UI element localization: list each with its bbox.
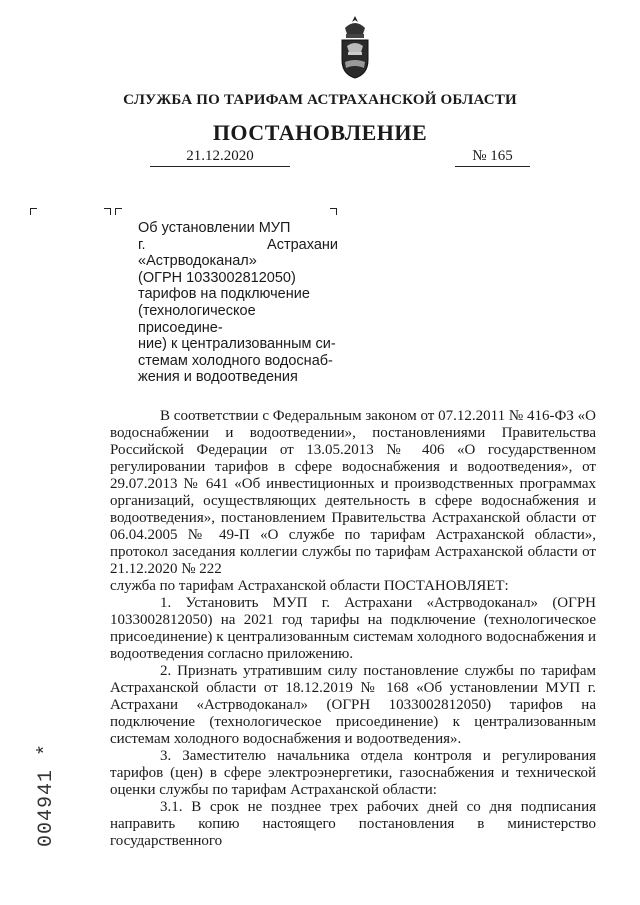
document-type: ПОСТАНОВЛЕНИЕ: [212, 120, 428, 145]
corner-mark: [104, 208, 111, 215]
item-2-paragraph: 2. Признать утратившим силу постановление службы по тарифам Астраханской области от 18.12.2019 № 168 «Об установлении МУП г. Астрахани «Астрводоканал» (ОГРН 1033002812050) тарифов на подключение (технологическое присоединение) к централизованным системам холодного водоснабжения и водоотведения».: [110, 663, 596, 747]
document-number: № 165: [455, 148, 530, 167]
subject-line: жения и водоотведения: [138, 369, 298, 386]
registration-stamp: 004941 *: [35, 742, 58, 847]
resolution-statement: служба по тарифам Астраханской области ПОСТАНОВЛЯЕТ:: [110, 578, 509, 594]
subject-line: стемам холодного водоснаб-: [138, 352, 333, 369]
subject-line: г. Астрахани «Астрводоканал»: [138, 236, 338, 270]
coat-of-arms-icon: [330, 12, 380, 82]
item-3-1-paragraph: 3.1. В срок не позднее трех рабочих дней со дня подписания направить копию настоящего постановления в министерство государственного: [110, 799, 596, 849]
preamble-paragraph: В соответствии с Федеральным законом от 07.12.2011 № 416-ФЗ «О водоснабжении и водоотведении», постановлениями Правительства Российской Федерации от 13.05.2013 № 406 «О государственном регулировании тарифов в сфере водоснабжения и водоотведения», от 29.07.2013 № 641 «Об инвестиционных и производственных программах организаций, осуществляющих деятельность в сфере водоснабжения и водоотведения», постановлением Правительства Астраханской области от 06.04.2005 № 49-П «О службе по тарифам Астраханской области», протокол заседания коллегии службы по тарифам Астраханской области от 21.12.2020 № 222: [110, 408, 596, 577]
subject-line: ние) к централизованным си-: [138, 336, 336, 353]
corner-mark: [30, 208, 37, 215]
document-body: [110, 408, 596, 850]
subject-line: (ОГРН 1033002812050): [138, 269, 296, 286]
item-3-paragraph: 3. Заместителю начальника отдела контроля и регулирования тарифов (цен) в сфере электроэнергетики, газоснабжения и технической оценки службы по тарифам Астраханской области:: [110, 748, 596, 798]
document-subject: [138, 220, 338, 386]
corner-mark: [330, 208, 337, 215]
corner-mark: [115, 208, 122, 215]
organization-name: СЛУЖБА ПО ТАРИФАМ АСТРАХАНСКОЙ ОБЛАСТИ: [123, 92, 517, 108]
item-1-paragraph: 1. Установить МУП г. Астрахани «Астрводоканал» (ОГРН 1033002812050) на 2021 год тарифы на подключение (технологическое присоединение) к централизованным системам холодного водоснабжения и водоотведения согласно приложению.: [110, 595, 596, 662]
subject-line: тарифов на подключение: [138, 286, 310, 303]
subject-line: Об установлении МУП: [138, 220, 291, 236]
subject-line: (технологическое присоедине-: [138, 302, 256, 336]
document-date: 21.12.2020: [150, 148, 290, 167]
